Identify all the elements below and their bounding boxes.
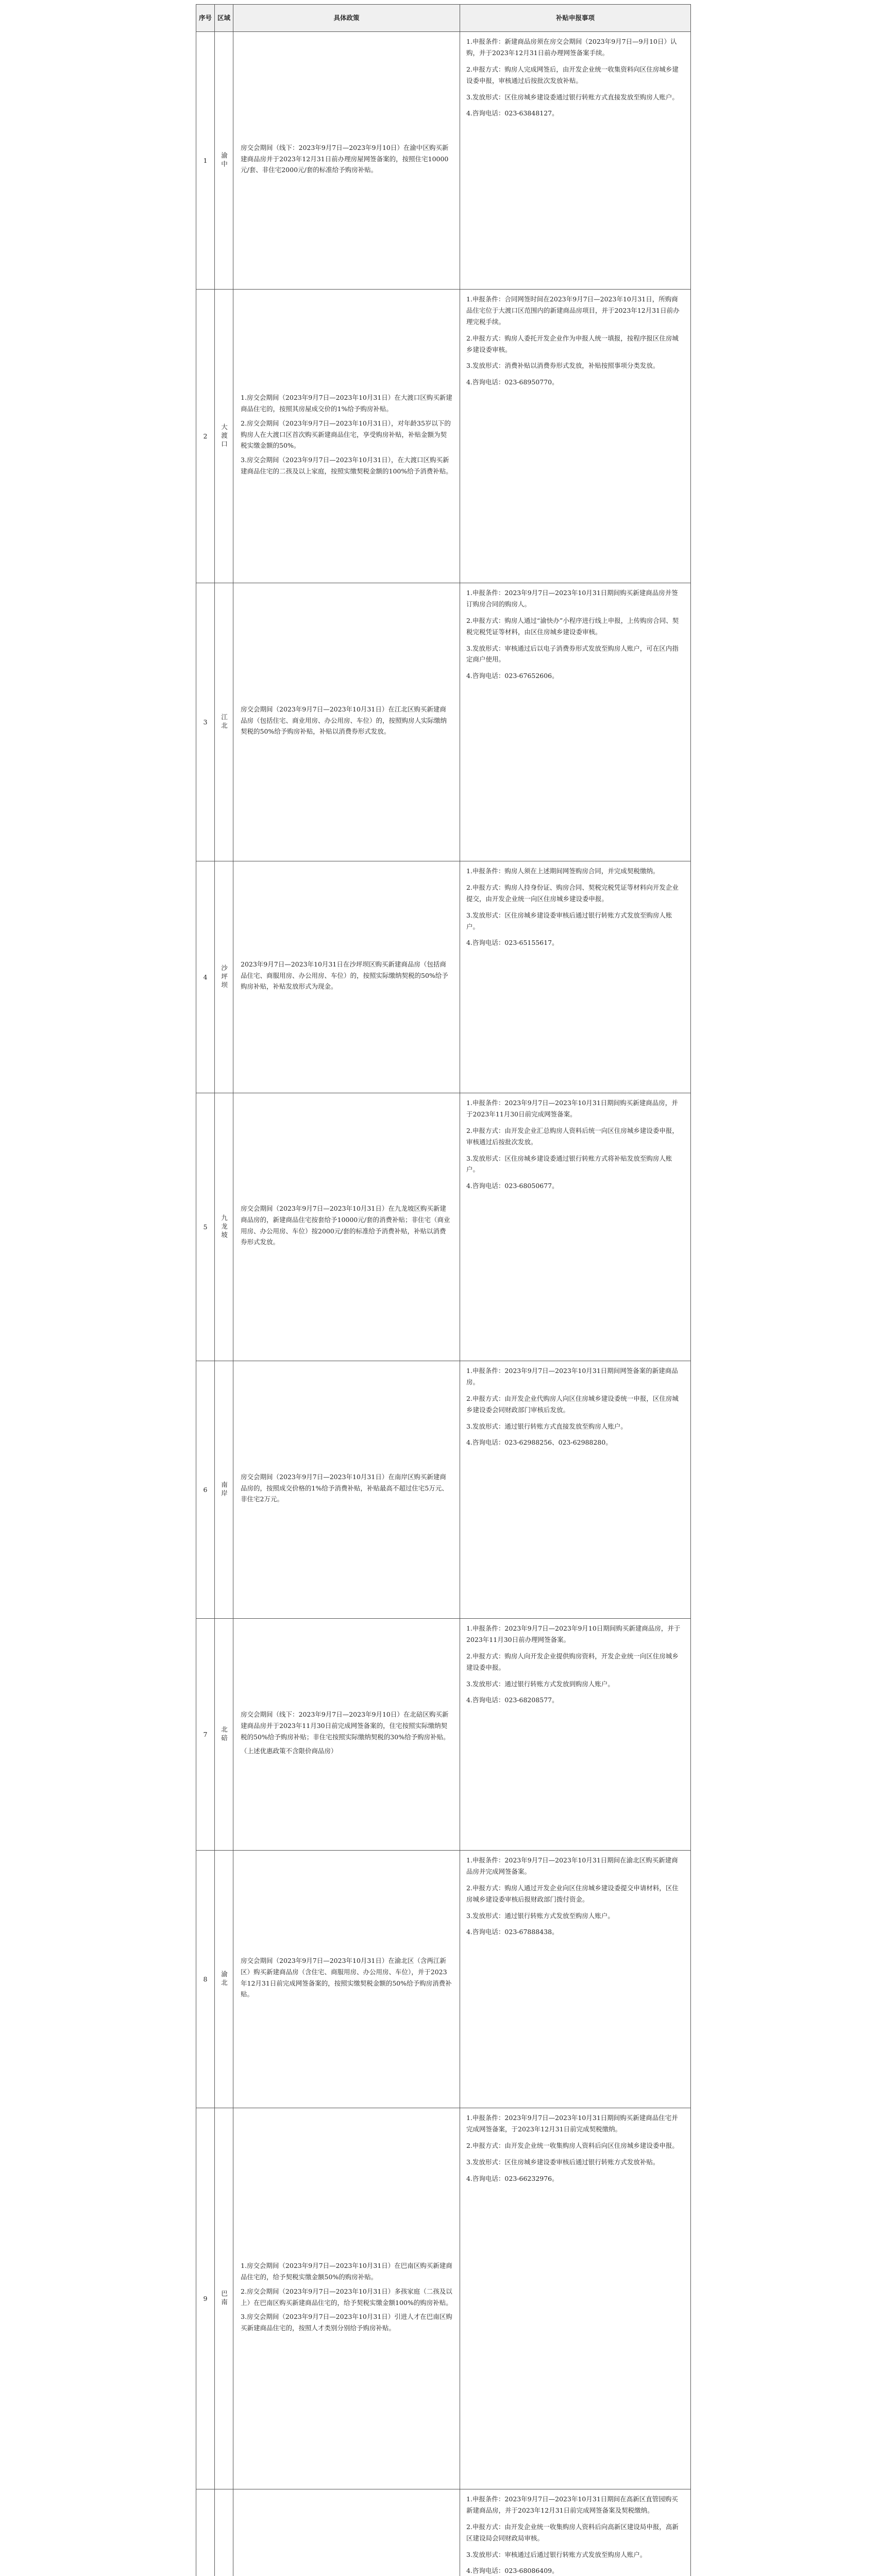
table-header — [196, 5, 691, 32]
row-index: 5 — [196, 1093, 215, 1361]
apply-paragraph: 3.发放形式：通过银行转账方式直接发放至购房人账户。 — [466, 1422, 627, 1430]
row-index: 9 — [196, 2108, 215, 2489]
row-apply — [460, 861, 691, 1093]
policy-paragraph: 1.房交会期间（2023年9月7日—2023年10月31日）在大渡口区购买新建商品住宅的，按照其房屋成交价的1%给予购房补贴。 — [241, 393, 452, 413]
header-index: 序号 — [196, 5, 215, 32]
apply-paragraph: 2.申报方式：由开发企业统一收集购房人资料后向区住房城乡建设委申报。 — [466, 2141, 679, 2149]
policy-paragraph: 3.房交会期间（2023年9月7日—2023年10月31日），在大渡口区购买新建商品住宅的二孩及以上家庭，按照实缴契税金额的100%给予消费补贴。 — [241, 456, 452, 476]
apply-paragraph: 1.申报条件：2023年9月7日—2023年10月31日期间在渝北区购买新建商品房并完成网签备案。 — [466, 1856, 678, 1875]
row-index: 1 — [196, 32, 215, 290]
table-row — [196, 290, 691, 583]
apply-paragraph: 3.发放形式：区住房城乡建设委审核后通过银行转账方式发放至购房人账户。 — [466, 911, 672, 930]
row-policy — [233, 2489, 460, 2576]
row-apply — [460, 583, 691, 861]
row-policy — [233, 1361, 460, 1619]
row-apply — [460, 290, 691, 583]
apply-paragraph: 1.申报条件：2023年9月7日—2023年10月31日期间购买新建商品住宅并完成网签备案，于2023年12月31日前完成契税缴纳。 — [466, 2114, 678, 2133]
row-region: 北碚 — [215, 1619, 233, 1851]
apply-paragraph: 3.发放形式：审核通过后以电子消费券形式发放至购房人账户，可在区内指定商户使用。 — [466, 644, 679, 664]
row-index — [196, 2489, 215, 2576]
table-row — [196, 1619, 691, 1851]
apply-paragraph: 2.申报方式：购房人通过“渝快办”小程序进行线上申报，上传购房合同、契税完税凭证等材料，由区住房城乡建设委审核。 — [466, 616, 679, 636]
row-policy — [233, 583, 460, 861]
apply-paragraph: 4.咨询电话：023-66232976。 — [466, 2174, 559, 2182]
header-policy: 具体政策 — [233, 5, 460, 32]
apply-paragraph: 2.申报方式：购房人向开发企业提供购房资料，开发企业统一向区住房城乡建设委申报。 — [466, 1652, 679, 1671]
apply-paragraph: 1.申报条件：2023年9月7日—2023年10月31日期间网签备案的新建商品房。 — [466, 1367, 678, 1386]
row-region: 大渡口 — [215, 290, 233, 583]
row-region: 江北 — [215, 583, 233, 861]
apply-paragraph: 1.申报条件：2023年9月7日—2023年9月10日期间购买新建商品房，并于2023年11月30日前办理网签备案。 — [466, 1624, 681, 1643]
apply-paragraph: 2.申报方式：由开发企业代购房人向区住房城乡建设委统一申报，区住房城乡建设委会同财政部门审核后发放。 — [466, 1394, 679, 1414]
apply-paragraph: 2.申报方式：购房人委托开发企业作为申报人统一填报，按程序报区住房城乡建设委审核。 — [466, 334, 679, 353]
policy-paragraph: 房交会期间（线下：2023年9月7日—2023年9月10日）在渝中区购买新建商品房并于2023年12月31日前办理房屋网签备案的，按照住宅10000元/套、非住宅2000元/套的标准给予购房补贴。 — [241, 143, 449, 174]
table-row — [196, 583, 691, 861]
row-apply — [460, 1093, 691, 1361]
apply-paragraph: 4.咨询电话：023-67652606。 — [466, 672, 559, 680]
apply-paragraph: 1.申报条件：2023年9月7日—2023年10月31日期间购买新建商品房并签订购房合同的购房人。 — [466, 589, 678, 608]
table-row — [196, 1093, 691, 1361]
row-apply — [460, 32, 691, 290]
apply-paragraph: 4.咨询电话：023-62988256、023-62988280。 — [466, 1438, 612, 1447]
row-region: 沙坪坝 — [215, 861, 233, 1093]
row-policy — [233, 1093, 460, 1361]
apply-paragraph: 2.申报方式：购房人持身份证、购房合同、契税完税凭证等材料向开发企业提交，由开发企业统一向区住房城乡建设委申报。 — [466, 883, 679, 903]
row-policy — [233, 2108, 460, 2489]
apply-paragraph: 2.申报方式：购房人完成网签后，由开发企业统一收集资料向区住房城乡建设委申报，审核通过后按批次发放补贴。 — [466, 65, 679, 84]
apply-paragraph: 3.发放形式：区住房城乡建设委审核后通过银行转账方式发放补贴。 — [466, 2158, 660, 2166]
row-region: 渝中 — [215, 32, 233, 290]
table-row — [196, 2489, 691, 2576]
policy-table — [196, 4, 691, 2576]
header-region: 区域 — [215, 5, 233, 32]
policy-paragraph: 房交会期间（线下：2023年9月7日—2023年9月10日）在北碚区购买新建商品房并于2023年11月30日前完成网签备案的，住宅按照实际缴纳契税的50%给予购房补贴；非住宅按照实际缴纳契税的30%给予购房补贴。 — [241, 1710, 450, 1741]
row-apply — [460, 1851, 691, 2108]
table-row — [196, 1361, 691, 1619]
policy-paragraph: 1.房交会期间（2023年9月7日—2023年10月31日）在巴南区购买新建商品住宅的，给予契税实缴金额50%的购房补贴。 — [241, 2261, 452, 2281]
row-apply — [460, 1361, 691, 1619]
apply-paragraph: 3.发放形式：通过银行转账方式发放至购房人账户。 — [466, 1911, 614, 1920]
apply-paragraph: 4.咨询电话：023-68050677。 — [466, 1182, 559, 1190]
policy-paragraph: 2.房交会期间（2023年9月7日—2023年10月31日）多孩家庭（二孩及以上）在巴南区购买新建商品住宅的，给予契税实缴金额100%的购房补贴。 — [241, 2287, 452, 2307]
apply-paragraph: 4.咨询电话：023-68208577。 — [466, 1696, 559, 1704]
apply-paragraph: 3.发放形式：通过银行转账方式发放到购房人账户。 — [466, 1680, 614, 1688]
row-region — [215, 2489, 233, 2576]
header-apply: 补贴申报事项 — [460, 5, 691, 32]
row-apply — [460, 2108, 691, 2489]
apply-paragraph: 1.申报条件：新建商品房须在房交会期间（2023年9月7日—9月10日）认购，并于2023年12月31日前办理网签备案手续。 — [466, 38, 677, 57]
apply-paragraph: 4.咨询电话：023-68086409。 — [466, 2567, 559, 2575]
row-region: 渝北 — [215, 1851, 233, 2108]
apply-paragraph: 1.申报条件：购房人须在上述期间网签购房合同，并完成契税缴纳。 — [466, 867, 660, 875]
policy-paragraph: （上述优惠政策不含限价商品房） — [241, 1747, 337, 1755]
apply-paragraph: 4.咨询电话：023-65155617。 — [466, 939, 559, 947]
table-row — [196, 1851, 691, 2108]
row-policy — [233, 290, 460, 583]
row-region: 南岸 — [215, 1361, 233, 1619]
apply-paragraph: 4.咨询电话：023-63848127。 — [466, 109, 559, 117]
apply-paragraph: 3.发放形式：消费补贴以消费券形式发放，补贴按照事项分类发放。 — [466, 362, 660, 370]
row-index: 7 — [196, 1619, 215, 1851]
policy-paragraph: 房交会期间（2023年9月7日—2023年10月31日）在九龙坡区购买新建商品房的，新建商品住宅按套给予10000元/套的消费补贴；非住宅（商业用房、办公用房、车位）按2000元/套的标准给予消费补贴，补贴以消费券形式发放。 — [241, 1204, 450, 1246]
apply-paragraph: 2.申报方式：由开发企业汇总购房人资料后统一向区住房城乡建设委申报，审核通过后按批次发放。 — [466, 1126, 679, 1146]
row-index: 6 — [196, 1361, 215, 1619]
apply-paragraph: 3.发放形式：区住房城乡建设委通过银行转账方式直接发放至购房人账户。 — [466, 93, 679, 101]
row-policy — [233, 861, 460, 1093]
policy-paragraph: 2.房交会期间（2023年9月7日—2023年10月31日），对年龄35岁以下的购房人在大渡口区首次购买新建商品住宅，享受购房补贴，补贴金额为契税实缴金额的50%。 — [241, 419, 451, 450]
policy-paragraph: 房交会期间（2023年9月7日—2023年10月31日）在南岸区购买新建商品房的，按照成交价格的1%给予消费补贴，补贴最高不超过住宅5万元、非住宅2万元。 — [241, 1472, 448, 1503]
apply-paragraph: 1.申报条件：合同网签时间在2023年9月7日—2023年10月31日，所购商品住宅位于大渡口区范围内的新建商品房项目，并于2023年12月31日前办理完税手续。 — [466, 295, 680, 326]
apply-paragraph: 1.申报条件：2023年9月7日—2023年10月31日期间在高新区直管园购买新建商品房，并于2023年12月31日前完成网签备案及契税缴纳。 — [466, 2495, 678, 2514]
policy-paragraph: 2023年9月7日—2023年10月31日在沙坪坝区购买新建商品房（包括商品住宅、商服用房、办公用房、车位）的，按照实际缴纳契税的50%给予购房补贴，补贴发放形式为现金。 — [241, 960, 448, 991]
table-body — [196, 32, 691, 2576]
row-index: 4 — [196, 861, 215, 1093]
apply-paragraph: 2.申报方式：由开发企业统一收集购房人资料后向高新区建设局申报，高新区建设局会同财政局审核。 — [466, 2522, 679, 2542]
policy-paragraph: 3.房交会期间（2023年9月7日—2023年10月31日）引进人才在巴南区购买新建商品住宅的，按照人才类别分别给予购房补贴。 — [241, 2313, 452, 2332]
table-row — [196, 2108, 691, 2489]
apply-paragraph: 1.申报条件：2023年9月7日—2023年10月31日期间购买新建商品房，并于2023年11月30日前完成网签备案。 — [466, 1099, 678, 1118]
apply-paragraph: 3.发放形式：审核通过后通过银行转账方式发放至购房人账户。 — [466, 2550, 647, 2558]
apply-paragraph: 4.咨询电话：023-67888438。 — [466, 1928, 559, 1936]
policy-paragraph: 房交会期间（2023年9月7日—2023年10月31日）在江北区购买新建商品房（包括住宅、商业用房、办公用房、车位）的，按照购房人实际缴纳契税的50%给予购房补贴，补贴以消费券形式发放。 — [241, 705, 447, 736]
apply-paragraph: 2.申报方式：购房人通过开发企业向区住房城乡建设委提交申请材料，区住房城乡建设委审核后报财政部门拨付资金。 — [466, 1884, 679, 1903]
row-apply — [460, 2489, 691, 2576]
apply-paragraph: 4.咨询电话：023-68950770。 — [466, 378, 559, 386]
row-index: 2 — [196, 290, 215, 583]
apply-paragraph: 3.发放形式：区住房城乡建设委通过银行转账方式将补贴发放至购房人账户。 — [466, 1154, 672, 1174]
row-index: 8 — [196, 1851, 215, 2108]
row-index: 3 — [196, 583, 215, 861]
row-policy — [233, 1619, 460, 1851]
row-region: 巴南 — [215, 2108, 233, 2489]
table-row — [196, 32, 691, 290]
table-row — [196, 861, 691, 1093]
policy-paragraph: 房交会期间（2023年9月7日—2023年10月31日）在渝北区（含两江新区）购买新建商品房（含住宅、商服用房、办公用房、车位），并于2023年12月31日前完成网签备案的，按照实缴契税金额的50%给予购房消费补贴。 — [241, 1956, 452, 1998]
row-region: 九龙坡 — [215, 1093, 233, 1361]
row-apply — [460, 1619, 691, 1851]
row-policy — [233, 1851, 460, 2108]
row-policy — [233, 32, 460, 290]
